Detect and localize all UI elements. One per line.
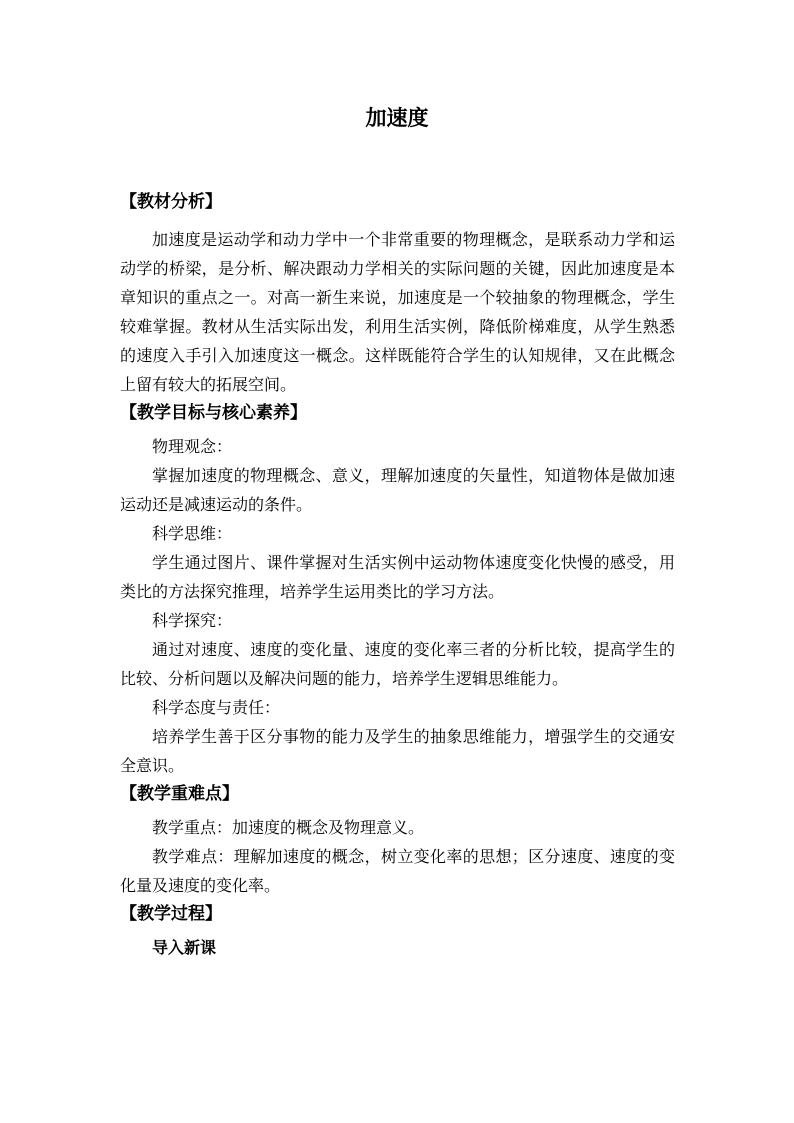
section-heading-goals: 【教学目标与核心素养】 xyxy=(120,403,307,423)
section-heading-key-points: 【教学重难点】 xyxy=(120,784,239,804)
goal-text-attitude-responsibility: 培养学生善于区分事物的能力及学生的抽象思维能力，增强学生的交通安全意识。 xyxy=(120,727,675,775)
section-teaching-process xyxy=(120,900,675,962)
goal-label-scientific-inquiry: 科学探究： xyxy=(152,611,233,630)
document-body xyxy=(120,188,675,962)
analysis-paragraph: 加速度是运动学和动力学中一个非常重要的物理概念，是联系动力学和运动学的桥梁，是分析、解决跟动力学相关的实际问题的关键，因此加速度是本章知识的重点之一。对高一新生来说，加速度是一个较抽象的物理概念，学生较难掌握。教材从生活实际出发，利用生活实例，降低阶梯难度，从学生熟悉的速度入手引入加速度这一概念。这样既能符合学生的认知规律，又在此概念上留有较大的拓展空间。 xyxy=(120,230,675,394)
section-heading-analysis: 【教材分析】 xyxy=(120,192,222,212)
teaching-difficulty: 教学难点：理解加速度的概念，树立变化率的思想；区分速度、速度的变化量及速度的变化率。 xyxy=(120,847,675,895)
goal-label-attitude-responsibility: 科学态度与责任： xyxy=(152,698,281,717)
section-heading-process: 【教学过程】 xyxy=(120,904,222,924)
goal-text-scientific-inquiry: 通过对速度、速度的变化量、速度的变化率三者的分析比较，提高学生的比较、分析问题以及解决问题的能力，培养学生逻辑思维能力。 xyxy=(120,640,675,688)
section-textbook-analysis xyxy=(120,188,675,399)
section-key-points xyxy=(120,780,675,900)
teaching-focus: 教学重点：加速度的概念及物理意义。 xyxy=(152,818,425,837)
goal-label-scientific-thinking: 科学思维： xyxy=(152,524,233,543)
process-step-intro: 导入新课 xyxy=(152,938,217,957)
goal-text-physics-concept: 掌握加速度的物理概念、意义，理解加速度的矢量性，知道物体是做加速运动还是减速运动的条件。 xyxy=(120,466,675,514)
document-title: 加速度 xyxy=(365,105,429,130)
goal-text-scientific-thinking: 学生通过图片、课件掌握对生活实例中运动物体速度变化快慢的感受，用类比的方法探究推理，培养学生运用类比的学习方法。 xyxy=(120,553,675,601)
section-teaching-goals xyxy=(120,399,675,780)
goal-label-physics-concept: 物理观念： xyxy=(152,437,233,456)
